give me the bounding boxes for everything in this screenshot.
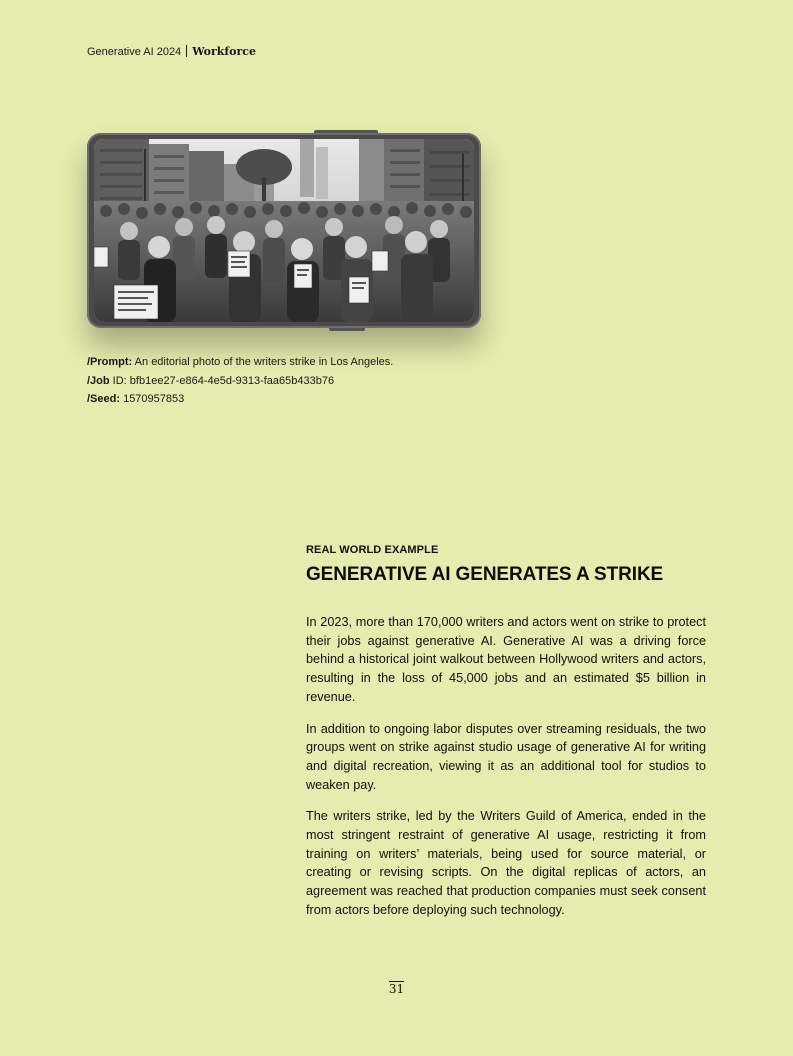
paragraph: In 2023, more than 170,000 writers and actors went on strike to protect their jobs against generative AI. Generative AI was a driving force behind a historical joint walkout between Hollywood writers and actors, resulting in the loss of 45,000 jobs and an estimated $5 billion in revenue. bbox=[306, 615, 706, 704]
prompt-text: An editorial photo of the writers strike in Los Angeles. bbox=[132, 356, 394, 368]
article bbox=[306, 544, 706, 933]
section-title: Workforce bbox=[192, 45, 256, 58]
running-header bbox=[87, 45, 256, 58]
phone-button-bottom bbox=[329, 328, 365, 331]
page-number-text: 31 bbox=[388, 982, 405, 996]
report-title: Generative AI 2024 bbox=[87, 46, 182, 58]
article-body bbox=[306, 613, 706, 920]
prompt-line bbox=[87, 353, 393, 372]
prompt-label: /Prompt: bbox=[87, 356, 133, 368]
paragraph: In addition to ongoing labor disputes over streaming residuals, the two groups went on strike against studio usage of generative AI for writing and digital recreation, viewing it as an additional tool for studios to weaken pay. bbox=[306, 721, 706, 792]
article-kicker: REAL WORLD EXAMPLE bbox=[306, 544, 439, 556]
seed-line bbox=[87, 390, 393, 409]
page-number bbox=[0, 981, 793, 996]
header-divider bbox=[186, 45, 187, 57]
article-headline: GENERATIVE AI GENERATES A STRIKE bbox=[306, 564, 664, 585]
image-caption bbox=[87, 353, 393, 409]
strike-photo-illustration bbox=[94, 139, 474, 322]
job-text: ID: bfb1ee27-e864-4e5d-9313-faa65b433b76 bbox=[109, 374, 335, 387]
job-label: /Job bbox=[87, 374, 110, 387]
paragraph: The writers strike, led by the Writers Guild of America, ended in the most stringent restraint of generative AI usage, restricting it from training on writers’ materials, being used for source material, or creating or revising scripts. On the digital replicas of actors, an agreement was reached that production companies must seek consent from actors before deploying such technology. bbox=[306, 809, 706, 917]
seed-label: /Seed: bbox=[87, 393, 121, 405]
phone-button-top bbox=[314, 130, 378, 133]
job-line bbox=[87, 372, 393, 391]
seed-text: 1570957853 bbox=[120, 393, 185, 405]
strike-photo bbox=[94, 139, 474, 322]
phone-mockup bbox=[87, 133, 481, 328]
